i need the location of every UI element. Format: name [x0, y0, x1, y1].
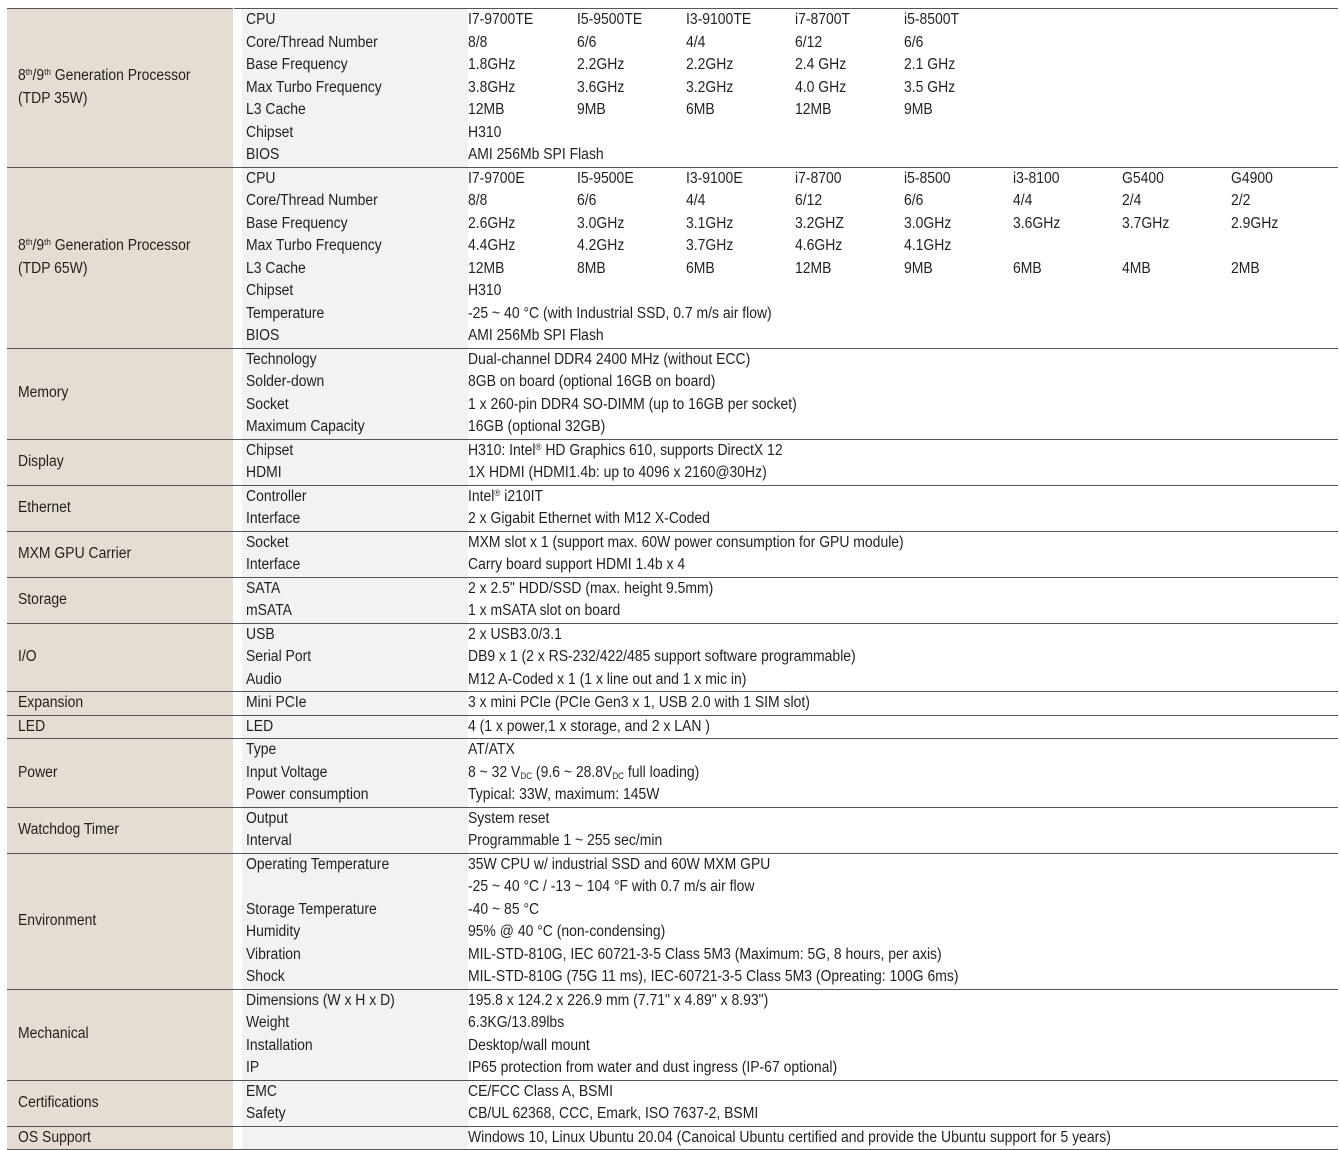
- spec-value: 1 x mSATA slot on board: [468, 600, 1338, 623]
- row-gap: [233, 921, 242, 944]
- row-gap: [233, 1080, 242, 1103]
- row-gap: [233, 303, 242, 326]
- spec-value: H310: [468, 122, 1338, 145]
- spec-label-vibration: Vibration: [242, 944, 468, 967]
- spec-label-chipset: Chipset: [242, 280, 468, 303]
- spec-value-col: 9MB: [577, 99, 686, 122]
- spec-value-col: 1.8GHz: [468, 54, 577, 77]
- spec-value-col: 2.1 GHz: [904, 54, 1013, 77]
- spec-value-col: 4/4: [1013, 190, 1122, 213]
- spec-value: Carry board support HDMI 1.4b x 4: [468, 554, 1338, 577]
- spec-label-l3-cache: L3 Cache: [242, 99, 468, 122]
- row-gap: [233, 715, 242, 739]
- spec-value: 195.8 x 124.2 x 226.9 mm (7.71" x 4.89" x 8.93"): [468, 989, 1338, 1012]
- spec-value-col: 9MB: [904, 99, 1013, 122]
- spec-value: AMI 256Mb SPI Flash: [468, 144, 1338, 167]
- spec-value: MXM slot x 1 (support max. 60W power consumption for GPU module): [468, 531, 1338, 554]
- spec-value-col: 3.7GHz: [1122, 213, 1231, 236]
- row-gap: [233, 830, 242, 853]
- spec-value: MIL-STD-810G (75G 11 ms), IEC-60721-3-5 Class 5M3 (Opreating: 100G 6ms): [468, 966, 1338, 989]
- spec-table: [7, 8, 1338, 1150]
- spec-value-col: 4.0 GHz: [795, 77, 904, 100]
- row-gap: [233, 1057, 242, 1080]
- spec-value-col: 12MB: [468, 99, 577, 122]
- section-8th-9th-generation-processor-tdp-65w: 8th/9th Generation Processor (TDP 65W): [7, 167, 233, 348]
- spec-value-col: 3.5 GHz: [904, 77, 1013, 100]
- spec-value-col: [1231, 54, 1338, 77]
- spec-label-socket: Socket: [242, 394, 468, 417]
- spec-label-type: Type: [242, 739, 468, 762]
- spec-value-col: 4/4: [686, 190, 795, 213]
- row-gap: [233, 1103, 242, 1126]
- spec-label-socket: Socket: [242, 531, 468, 554]
- row-gap: [233, 600, 242, 623]
- spec-value: 95% @ 40 °C (non-condensing): [468, 921, 1338, 944]
- row-gap: [233, 807, 242, 830]
- row-gap: [233, 122, 242, 145]
- spec-value-col: 6/6: [577, 190, 686, 213]
- spec-label-weight: Weight: [242, 1012, 468, 1035]
- row-gap: [233, 646, 242, 669]
- spec-label-dimensions-w-x-h-x-d: Dimensions (W x H x D): [242, 989, 468, 1012]
- spec-row: [7, 348, 1338, 371]
- spec-value: IP65 protection from water and dust ingress (IP-67 optional): [468, 1057, 1338, 1080]
- spec-label-installation: Installation: [242, 1035, 468, 1058]
- spec-label-chipset: Chipset: [242, 122, 468, 145]
- spec-row: [7, 485, 1338, 508]
- section-memory: Memory: [7, 348, 233, 439]
- spec-row: [7, 807, 1338, 830]
- spec-value-col: 2/4: [1122, 190, 1231, 213]
- spec-value-col: [1013, 32, 1122, 55]
- spec-value-col: [1231, 99, 1338, 122]
- row-gap: [233, 1012, 242, 1035]
- spec-value: M12 A-Coded x 1 (1 x line out and 1 x mic in): [468, 669, 1338, 692]
- section-mechanical: Mechanical: [7, 989, 233, 1080]
- spec-label: [242, 876, 468, 899]
- spec-value: Windows 10, Linux Ubuntu 20.04 (Canoical Ubuntu certified and provide the Ubuntu support for 5 years): [468, 1126, 1338, 1150]
- spec-value: H310: [468, 280, 1338, 303]
- section-i-o: I/O: [7, 623, 233, 692]
- spec-value: Desktop/wall mount: [468, 1035, 1338, 1058]
- spec-label-bios: BIOS: [242, 325, 468, 348]
- spec-value-col: 9MB: [904, 258, 1013, 281]
- spec-label-output: Output: [242, 807, 468, 830]
- spec-label-interface: Interface: [242, 508, 468, 531]
- spec-label-shock: Shock: [242, 966, 468, 989]
- spec-row: [7, 853, 1338, 876]
- spec-value: CE/FCC Class A, BSMI: [468, 1080, 1338, 1103]
- row-gap: [233, 485, 242, 508]
- spec-value-col: 4.1GHz: [904, 235, 1013, 258]
- spec-row: [7, 531, 1338, 554]
- row-gap: [233, 325, 242, 348]
- spec-label-emc: EMC: [242, 1080, 468, 1103]
- row-gap: [233, 371, 242, 394]
- row-gap: [233, 1126, 242, 1150]
- spec-label-ip: IP: [242, 1057, 468, 1080]
- spec-value-col: 6/6: [904, 190, 1013, 213]
- spec-value-col: I3-9100E: [686, 167, 795, 190]
- row-gap: [233, 54, 242, 77]
- spec-row: [7, 1126, 1338, 1150]
- spec-value-col: 4MB: [1122, 258, 1231, 281]
- row-gap: [233, 77, 242, 100]
- spec-value: MIL-STD-810G, IEC 60721-3-5 Class 5M3 (Maximum: 5G, 8 hours, per axis): [468, 944, 1338, 967]
- spec-row: [7, 167, 1338, 190]
- spec-label-usb: USB: [242, 623, 468, 646]
- spec-value-col: [1122, 32, 1231, 55]
- row-gap: [233, 989, 242, 1012]
- spec-value-col: [1122, 9, 1231, 32]
- spec-value-col: 3.7GHz: [686, 235, 795, 258]
- row-gap: [233, 9, 242, 32]
- row-gap: [233, 462, 242, 485]
- row-gap: [233, 554, 242, 577]
- spec-value: 8GB on board (optional 16GB on board): [468, 371, 1338, 394]
- spec-value-col: 4/4: [686, 32, 795, 55]
- spec-value-col: [1013, 99, 1122, 122]
- spec-value-col: 6MB: [1013, 258, 1122, 281]
- spec-value-col: i7-8700T: [795, 9, 904, 32]
- spec-value: 3 x mini PCIe (PCIe Gen3 x 1, USB 2.0 with 1 SIM slot): [468, 692, 1338, 716]
- spec-value-col: I3-9100TE: [686, 9, 795, 32]
- spec-value: 2 x USB3.0/3.1: [468, 623, 1338, 646]
- spec-value-col: [1013, 235, 1122, 258]
- spec-value-col: 12MB: [795, 99, 904, 122]
- section-expansion: Expansion: [7, 692, 233, 716]
- spec-value: CB/UL 62368, CCC, Emark, ISO 7637-2, BSMI: [468, 1103, 1338, 1126]
- spec-value: System reset: [468, 807, 1338, 830]
- spec-value-col: [1122, 54, 1231, 77]
- spec-value: 4 (1 x power,1 x storage, and 2 x LAN ): [468, 715, 1338, 739]
- row-gap: [233, 577, 242, 600]
- spec-value-col: 2.4 GHz: [795, 54, 904, 77]
- row-gap: [233, 508, 242, 531]
- section-certifications: Certifications: [7, 1080, 233, 1126]
- spec-label-led: LED: [242, 715, 468, 739]
- row-gap: [233, 899, 242, 922]
- spec-value: AT/ATX: [468, 739, 1338, 762]
- spec-row: [7, 715, 1338, 739]
- spec-label-bios: BIOS: [242, 144, 468, 167]
- row-gap: [233, 32, 242, 55]
- spec-value-col: [1013, 77, 1122, 100]
- spec-row: [7, 623, 1338, 646]
- spec-label-base-frequency: Base Frequency: [242, 213, 468, 236]
- row-gap: [233, 623, 242, 646]
- spec-value-col: 8MB: [577, 258, 686, 281]
- spec-value-col: i3-8100: [1013, 167, 1122, 190]
- spec-value-col: [1122, 235, 1231, 258]
- spec-label-storage-temperature: Storage Temperature: [242, 899, 468, 922]
- spec-value: -25 ~ 40 °C (with Industrial SSD, 0.7 m/s air flow): [468, 303, 1338, 326]
- spec-label-controller: Controller: [242, 485, 468, 508]
- spec-value: Intel® i210IT: [468, 485, 1338, 508]
- spec-label-interval: Interval: [242, 830, 468, 853]
- spec-value-col: 8/8: [468, 190, 577, 213]
- spec-value-col: I5-9500TE: [577, 9, 686, 32]
- spec-label-humidity: Humidity: [242, 921, 468, 944]
- row-gap: [233, 394, 242, 417]
- spec-value-col: [1122, 99, 1231, 122]
- spec-value: Typical: 33W, maximum: 145W: [468, 784, 1338, 807]
- spec-value-col: I7-9700TE: [468, 9, 577, 32]
- spec-value-col: 6/6: [577, 32, 686, 55]
- section-watchdog-timer: Watchdog Timer: [7, 807, 233, 853]
- spec-value-col: 2/2: [1231, 190, 1338, 213]
- spec-value: DB9 x 1 (2 x RS-232/422/485 support software programmable): [468, 646, 1338, 669]
- spec-value-col: [1231, 77, 1338, 100]
- spec-value-col: 4.4GHz: [468, 235, 577, 258]
- spec-value-col: 3.0GHz: [904, 213, 1013, 236]
- spec-value-col: 6MB: [686, 99, 795, 122]
- spec-value-col: 6/12: [795, 32, 904, 55]
- spec-value: 1 x 260-pin DDR4 SO-DIMM (up to 16GB per socket): [468, 394, 1338, 417]
- row-gap: [233, 762, 242, 785]
- spec-value: 2 x 2.5" HDD/SSD (max. height 9.5mm): [468, 577, 1338, 600]
- spec-label-chipset: Chipset: [242, 439, 468, 462]
- spec-value: 6.3KG/13.89lbs: [468, 1012, 1338, 1035]
- row-gap: [233, 439, 242, 462]
- spec-label-sata: SATA: [242, 577, 468, 600]
- row-gap: [233, 531, 242, 554]
- row-gap: [233, 167, 242, 190]
- spec-value-col: 8/8: [468, 32, 577, 55]
- spec-value: 1X HDMI (HDMI1.4b: up to 4096 x 2160@30Hz): [468, 462, 1338, 485]
- spec-label-input-voltage: Input Voltage: [242, 762, 468, 785]
- row-gap: [233, 876, 242, 899]
- row-gap: [233, 944, 242, 967]
- spec-label-technology: Technology: [242, 348, 468, 371]
- spec-value-col: 3.2GHz: [686, 77, 795, 100]
- spec-value-col: 6MB: [686, 258, 795, 281]
- spec-value: 16GB (optional 32GB): [468, 416, 1338, 439]
- spec-label-base-frequency: Base Frequency: [242, 54, 468, 77]
- section-led: LED: [7, 715, 233, 739]
- spec-value-col: [1013, 9, 1122, 32]
- spec-label-serial-port: Serial Port: [242, 646, 468, 669]
- spec-label-audio: Audio: [242, 669, 468, 692]
- spec-value: 8 ~ 32 $V_{DC}$ (9.6 ~ $28.8V_{DC}$ full loading): [468, 762, 1338, 785]
- spec-value-col: i5-8500: [904, 167, 1013, 190]
- spec-value: Dual-channel DDR4 2400 MHz (without ECC): [468, 348, 1338, 371]
- spec-value-col: [1122, 77, 1231, 100]
- spec-value: 2 x Gigabit Ethernet with M12 X-Coded: [468, 508, 1338, 531]
- spec-value-col: 2.6GHz: [468, 213, 577, 236]
- row-gap: [233, 280, 242, 303]
- section-display: Display: [7, 439, 233, 485]
- spec-value-col: 2.9GHz: [1231, 213, 1338, 236]
- spec-value-col: 12MB: [468, 258, 577, 281]
- row-gap: [233, 692, 242, 716]
- spec-value-col: G5400: [1122, 167, 1231, 190]
- spec-value: AMI 256Mb SPI Flash: [468, 325, 1338, 348]
- spec-value-col: G4900: [1231, 167, 1338, 190]
- spec-label-msata: mSATA: [242, 600, 468, 623]
- spec-label-maximum-capacity: Maximum Capacity: [242, 416, 468, 439]
- row-gap: [233, 416, 242, 439]
- spec-value-col: 3.6GHz: [577, 77, 686, 100]
- spec-value-col: 3.2GHZ: [795, 213, 904, 236]
- spec-label-power-consumption: Power consumption: [242, 784, 468, 807]
- row-gap: [233, 784, 242, 807]
- spec-value-col: [1231, 9, 1338, 32]
- spec-label-operating-temperature: Operating Temperature: [242, 853, 468, 876]
- spec-label-core-thread-number: Core/Thread Number: [242, 190, 468, 213]
- spec-label-core-thread-number: Core/Thread Number: [242, 32, 468, 55]
- row-gap: [233, 1035, 242, 1058]
- spec-value-col: 3.6GHz: [1013, 213, 1122, 236]
- spec-value: 35W CPU w/ industrial SSD and 60W MXM GPU: [468, 853, 1338, 876]
- spec-label-safety: Safety: [242, 1103, 468, 1126]
- spec-row: [7, 989, 1338, 1012]
- spec-label-interface: Interface: [242, 554, 468, 577]
- spec-value-col: i7-8700: [795, 167, 904, 190]
- spec-value: H310: Intel® HD Graphics 610, supports DirectX 12: [468, 439, 1338, 462]
- spec-label-max-turbo-frequency: Max Turbo Frequency: [242, 235, 468, 258]
- spec-value-col: [1013, 54, 1122, 77]
- spec-row: [7, 1080, 1338, 1103]
- row-gap: [233, 966, 242, 989]
- spec-value: -40 ~ 85 °C: [468, 899, 1338, 922]
- spec-row: [7, 739, 1338, 762]
- section-power: Power: [7, 739, 233, 808]
- spec-value-col: I5-9500E: [577, 167, 686, 190]
- section-storage: Storage: [7, 577, 233, 623]
- spec-value-col: 4.2GHz: [577, 235, 686, 258]
- row-gap: [233, 258, 242, 281]
- spec-label-solder-down: Solder-down: [242, 371, 468, 394]
- spec-value-col: 3.8GHz: [468, 77, 577, 100]
- row-gap: [233, 144, 242, 167]
- spec-label-mini-pcie: Mini PCIe: [242, 692, 468, 716]
- spec-value-col: 2.2GHz: [577, 54, 686, 77]
- spec-value: Programmable 1 ~ 255 sec/min: [468, 830, 1338, 853]
- spec-value-col: [1231, 32, 1338, 55]
- spec-label-cpu: CPU: [242, 9, 468, 32]
- spec-label-l3-cache: L3 Cache: [242, 258, 468, 281]
- spec-value-col: 3.0GHz: [577, 213, 686, 236]
- spec-value-col: 4.6GHz: [795, 235, 904, 258]
- spec-label-hdmi: HDMI: [242, 462, 468, 485]
- spec-label-max-turbo-frequency: Max Turbo Frequency: [242, 77, 468, 100]
- section-8th-9th-generation-processor-tdp-35w: 8th/9th Generation Processor (TDP 35W): [7, 9, 233, 168]
- spec-row: [7, 439, 1338, 462]
- row-gap: [233, 190, 242, 213]
- spec-label-cpu: CPU: [242, 167, 468, 190]
- spec-row: [7, 577, 1338, 600]
- section-environment: Environment: [7, 853, 233, 989]
- spec-value-col: 12MB: [795, 258, 904, 281]
- spec-value-col: 3.1GHz: [686, 213, 795, 236]
- spec-value-col: 2MB: [1231, 258, 1338, 281]
- spec-row: [7, 692, 1338, 716]
- row-gap: [233, 853, 242, 876]
- row-gap: [233, 213, 242, 236]
- spec-label: [242, 1126, 468, 1150]
- spec-value: -25 ~ 40 °C / -13 ~ 104 °F with 0.7 m/s air flow: [468, 876, 1338, 899]
- spec-value-col: 6/6: [904, 32, 1013, 55]
- row-gap: [233, 348, 242, 371]
- row-gap: [233, 235, 242, 258]
- row-gap: [233, 739, 242, 762]
- spec-value-col: [1231, 235, 1338, 258]
- section-mxm-gpu-carrier: MXM GPU Carrier: [7, 531, 233, 577]
- spec-value-col: I7-9700E: [468, 167, 577, 190]
- spec-value-col: 2.2GHz: [686, 54, 795, 77]
- row-gap: [233, 99, 242, 122]
- spec-value-col: 6/12: [795, 190, 904, 213]
- spec-value-col: i5-8500T: [904, 9, 1013, 32]
- spec-row: [7, 9, 1338, 32]
- row-gap: [233, 669, 242, 692]
- spec-label-temperature: Temperature: [242, 303, 468, 326]
- section-ethernet: Ethernet: [7, 485, 233, 531]
- section-os-support: OS Support: [7, 1126, 233, 1150]
